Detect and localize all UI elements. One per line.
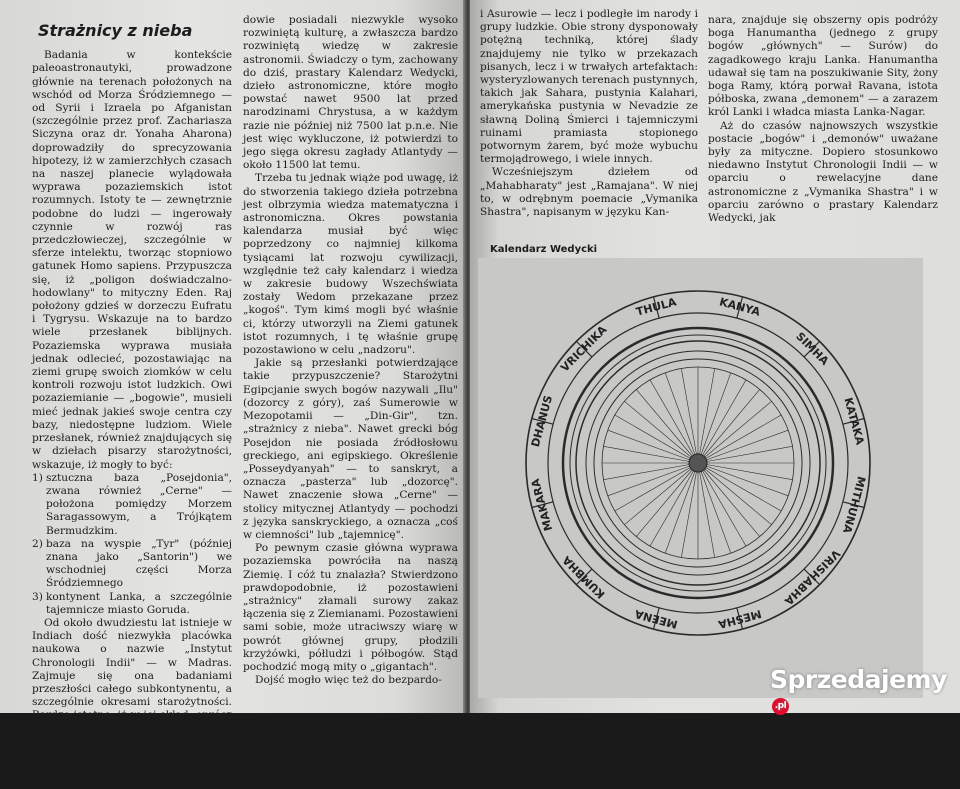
zodiac-sign-label: KANYA [717,295,762,319]
zodiac-sign-label: DHANUS [528,393,556,449]
column-3 [480,8,698,219]
column-4 [708,14,938,225]
zodiac-sign-label: VRICHIKA [558,323,610,375]
zodiac-sign-label: MITHUNA [840,474,868,535]
zodiac-sign-label: KATAKA [841,396,867,447]
list-text: baza na wyspie „Tyr" (później znana jako „Santorin") we wschodniej części Morza Śródziemnego [46,537,232,590]
watermark-badge: .pl [772,698,789,715]
article-title: Strażnicy z nieba [38,21,193,40]
paragraph: Wcześniejszym dziełem od „Mahabharaty" jest „Ramajana". W niej to, w odrębnym poemacie „Vymanika Shastra", napisanym w języku Kan- [480,166,698,219]
figure-caption: Kalendarz Wedycki [490,244,598,255]
site-watermark [770,665,960,723]
left-page [0,0,465,788]
paragraph: dowie posiadali niezwykle wysoko rozwiniętą kulturę, a zwłaszcza bardzo rozwiniętą wiedzę w zakresie astronomii. Świadczy o tym, zachowany do dziś, prastary Kalendarz Wedycki, dzieło astronomiczne, które mogło powstać nawet 9500 lat przed narodzinami Chrystusa, a w każdym razie nie później niż 7500 lat p.n.e. Nie jest więc wykluczone, iż potwierdzi to jego sięga okresu zagłady Atlantydy — około 11500 lat temu. [243,14,458,172]
list-item [32,591,232,617]
zodiac-sign-label: VRISHABHA [781,546,843,608]
watermark-text: Sprzedajemy [770,665,947,694]
zodiac-sign-label: KUMBHA [560,553,608,601]
paragraph: Jakie są przesłanki potwierdzające takie przypuszczenie? Starożytni Egipcjanie swych bogów nazywali „Ilu" (dozorcy z góry), zaś Sumerowie w Mezopotamii — „Din-Gir", tzn. „strażnicy z nieba". Nawet grecki bóg Posejdon nie posiada źródłosłowu greckiego, ani egipskiego. Określenie „Posseydyanyah" — to sanskryt, a oznacza „pasterza" lub „dozorcę". Nawet znaczenie słowa „Cerne" — stolicy mitycznej Atlantydy — pochodzi z języka sanskryckiego, a oznacza „coś w ciemności" lub „tajemnicę". [243,357,458,541]
vedic-calendar-diagram [478,258,923,698]
list-item [32,538,232,591]
paragraph: Po pewnym czasie główna wyprawa pozaziemska powróciła na naszą Ziemię. I cóż tu znalazła? Stwierdzono prawdopodobnie, iż pozostawieni „strażnicy" złamali surowy zakaz łączenia się z Ziemianami. Pozostawieni sami sobie, może utraciwszy wiarę w powrót głównej grupy, płodzili krzyżówki, półludzi i półbogów. Stąd pochodzić mogą mity o „gigantach". [243,542,458,673]
paragraph: Dojść mogło więc też do bezpardo- [255,674,442,687]
list-number: 2) [32,537,43,550]
paragraph: Trzeba tu jednak wiąże pod uwagę, iż do stworzenia takiego dzieła potrzebna jest olbrzymia wiedza matematyczna i astronomiczna. Okres powstania kalendarza musiał być więc poprzedzony co najmniej kilkoma tysiącami lat rozwoju cywilizacji, względnie też cały kalendarz i wiedza w zakresie budowy Wszechświata zostały Wedom przekazane przez „kogoś". Tym kimś mogli być właśnie ci, którzy utworzyli na Ziemi gatunek istot rozumnych, i tę właśnie grupę pozostawiono w celu „nadzoru". [243,172,458,357]
right-page [470,0,960,713]
zodiac-sign-label: THULA [634,295,678,319]
vedic-calendar-figure [478,258,923,698]
paragraph: Od około dwudziestu lat istnieje w Indiach dość niezwykła placówka naukowa o nazwie „Instytut Chronologii Indii" — w Madras. Zajmuje się ona badaniami przeszłości całego subkontynentu, a szczególnie okresami starożytności. Bardzo istotne, iż w jej skład, oprócz historyków, wchodzą również astronomowie. [32,616,232,748]
list-text: sztuczna baza „Posejdonia", zwana również „Cerne" — położona pomiędzy Morzem Saragassowym, a Trójkątem Bermudzkim. [46,471,232,537]
column-1 [32,21,232,789]
paragraph: i Asurowie — lecz i podległe im narody i grupy ludzkie. Obie strony dysponowały potężną techniką, której ślady znajdujemy nie tylko w przekazach pisanych, lecz i w trwałych artefaktach: wysteryzlowanych terenach pustynnych, takich jak Sahara, pustynia Kalahari, amerykańska pustynia w Nevadzie ze sławną Doliną Śmierci i tajemniczymi ruinami pramiasta stopionego potwornym żarem, być może wybuchu termojądrowego, i wiele innych. [480,8,698,166]
zodiac-sign-label: MESHA [716,607,763,631]
list-number: 3) [32,590,43,603]
bases-list [32,472,232,617]
calendar-center [689,454,707,472]
zodiac-sign-label: MEENA [633,607,679,631]
paragraph: nara, znajduje się obszerny opis podróży boga Hanumantha (jednego z grupy bogów „głównych" — Surów) do zagadkowego kraju Lanka. Hanumantha udawał się tam na poszukiwanie Sity, żony boga Ramy, którą porwał Ravana, istota półboska, zwana „demonem" — a zarazem król Lanki i władca miasta Lanka-Nagar. [708,14,938,119]
paragraph: Jak już wyżej wspomniałem, „Mahabharata" opisuje głównie wojny [32,748,232,788]
zodiac-sign-label: MAKARA [528,477,556,533]
list-text: kontynent Lanka, a szczególnie tajemnicze miasto Goruda. [46,590,232,616]
list-number: 1) [32,471,43,484]
zodiac-sign-label: SIMHA [793,329,832,368]
column-2 [243,14,458,687]
paragraph: Aż do czasów najnowszych wszystkie postacie „bogów" i „demonów" uważane były za mityczne. Dopiero stosunkowo niedawno Instytut Chronologii Indii — w oparciu o rewelacyjne dane astronomiczne z „Vymanika Shastra" i w oparciu zarówno o prastary Kalendarz Wedycki, jak [708,119,938,225]
list-item [32,472,232,538]
paragraph: Badania w kontekście paleoastronautyki, prowadzone głównie na terenach położonych na wschód od Morza Śródziemnego — od Syrii i Izraela po Afganistan (szczególnie przez prof. Zachariasza Siczyna oraz dr. Yonaha Aharona) doprowadziły do sprecyzowania hipotezy, iż w zamierzchłych czasach na naszej planecie wylądowała wyprawa pozaziemskich istot rozumnych. Istoty te — zewnętrznie podobne do ludzi — ingerowały czynnie w rozwój ras przedczłowieczej, szczególnie w sferze intelektu, tworząc stopniowo gatunek Homo sapiens. Przypuszcza się, iż „poligon doświadczalno-hodowlany" to mityczny Eden. Raj położony gdzieś w dorzeczu Eufratu i Tygrysu. Wskazuje na to bardzo wiele przesłanek biblijnych. Pozaziemska wyprawa musiała jednak odlecieć, pozostawiając na ziemi grupę swoich ziomków w celu kontroli rozwoju istot ludzkich. Owi pozaziemianie — „bogowie", musieli mieć jednak jakieś swoje centra czy bazy, niedostępne ludziom. Wiele przesłanek, również znajdujących się w dziełach pisarzy starożytności, wskazuje, iż mogły to być: [32,49,232,471]
